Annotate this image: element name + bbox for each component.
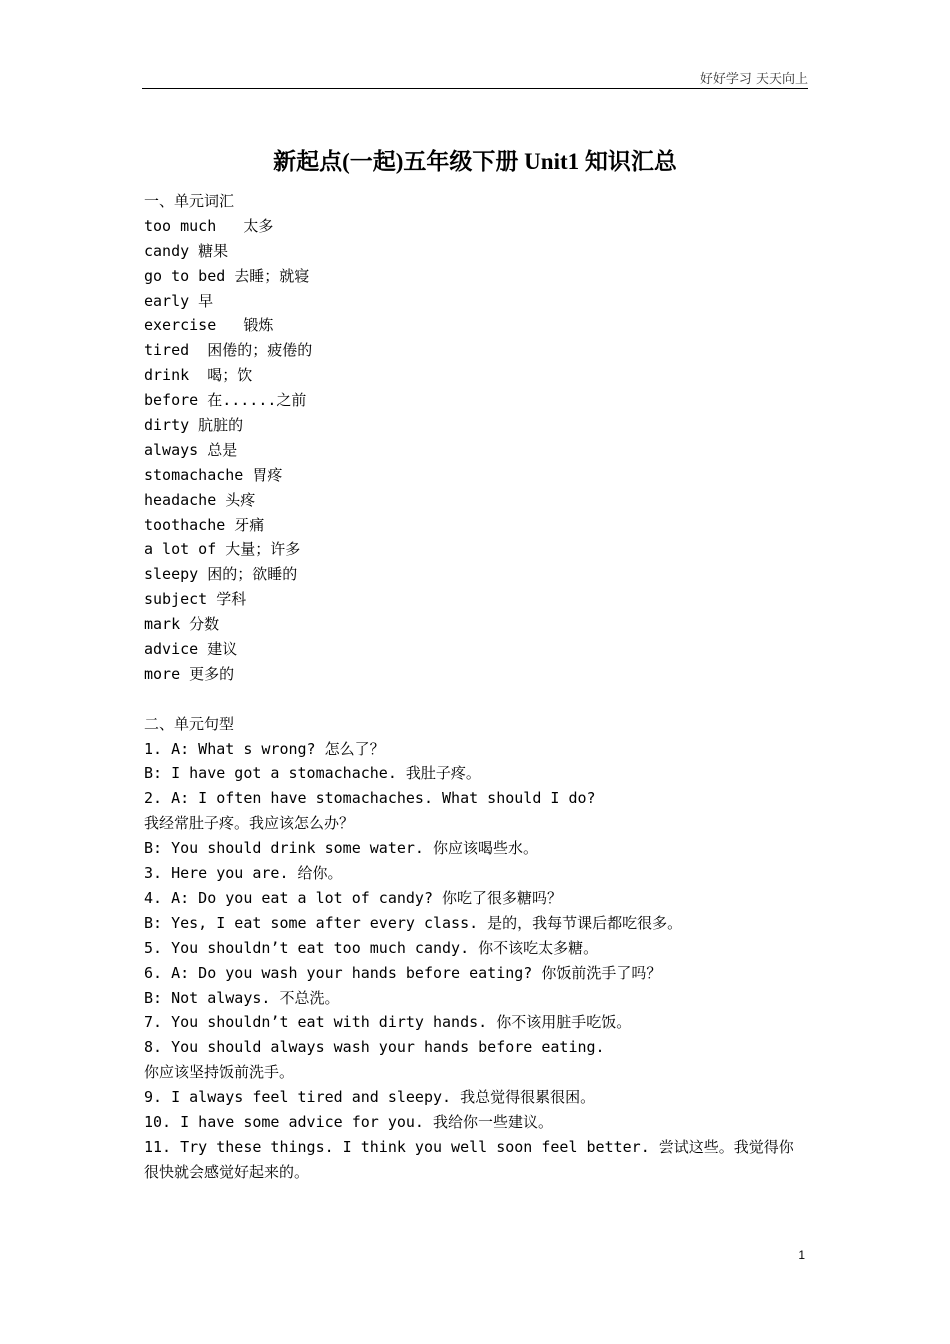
vocab-item: advice 建议	[144, 640, 238, 659]
sentence-item: 9. I always feel tired and sleepy. 我总觉得很累很困。	[144, 1088, 596, 1107]
sentence-item: B: You should drink some water. 你应该喝些水。	[144, 839, 538, 858]
sentence-item: 8. You should always wash your hands before eating.	[144, 1038, 605, 1057]
vocab-item: exercise 锻炼	[144, 316, 274, 335]
vocab-item: subject 学科	[144, 590, 247, 609]
sentence-item: B: Not always. 不总洗。	[144, 988, 340, 1007]
sentence-item-wrapped: 11. Try these things. I think you well soon feel better. 尝试这些。我觉得你很快就会感觉好起来的。	[144, 1137, 794, 1181]
document-title: 新起点(一起)五年级下册 Unit1 知识汇总	[273, 149, 677, 174]
sentence-item: 1. A: What s wrong? 怎么了？	[144, 739, 385, 758]
section-heading-sentences: 二、单元句型	[144, 714, 235, 733]
sentence-item: 6. A: Do you wash your hands before eating? 你饭前洗手了吗？	[144, 963, 662, 982]
vocab-item: headache 头疼	[144, 490, 256, 509]
sentence-item: 3. Here you are. 给你。	[144, 864, 343, 883]
vocab-item: always 总是	[144, 440, 238, 459]
vocab-item: a lot of 大量；许多	[144, 540, 301, 559]
vocab-item: sleepy 困的；欲睡的	[144, 565, 298, 584]
section-heading-vocabulary: 一、单元词汇	[144, 192, 235, 210]
document-body	[144, 189, 808, 1185]
vocab-item: tired 困倦的；疲倦的	[144, 341, 313, 360]
sentence-item: 10. I have some advice for you. 我给你一些建议。	[144, 1112, 553, 1131]
sentence-item: 4. A: Do you eat a lot of candy? 你吃了很多糖吗？	[144, 888, 563, 907]
sentence-item: 我经常肚子疼。我应该怎么办？	[144, 814, 355, 833]
vocab-item: too much 太多	[144, 216, 274, 235]
page-number: 1	[798, 1248, 805, 1262]
spacer	[144, 687, 808, 712]
vocab-item: early 早	[144, 291, 214, 310]
vocab-item: stomachache 胃疼	[144, 465, 283, 484]
vocab-item: before 在......之前	[144, 391, 307, 410]
sentence-item: 你应该坚持饭前洗手。	[144, 1063, 295, 1082]
vocab-item: candy 糖果	[144, 241, 229, 260]
vocab-item: drink 喝；饮	[144, 366, 253, 385]
vocab-item: more 更多的	[144, 664, 235, 683]
sentence-item: 2. A: I often have stomachaches. What should I do?	[144, 789, 596, 808]
vocab-item: dirty 肮脏的	[144, 416, 244, 435]
sentence-item: B: I have got a stomachache. 我肚子疼。	[144, 764, 481, 783]
vocab-item: mark 分数	[144, 615, 220, 634]
vocab-item: go to bed 去睡；就寝	[144, 266, 310, 285]
vocab-item: toothache 牙痛	[144, 515, 265, 534]
sentence-item: 5. You shouldn’t eat too much candy. 你不该吃太多糖。	[144, 938, 599, 957]
sentence-item: 7. You shouldn’t eat with dirty hands. 你不该用脏手吃饭。	[144, 1013, 632, 1032]
header-motto: 好好学习 天天向上	[699, 72, 808, 87]
header-divider	[142, 88, 808, 89]
sentence-item: B: Yes, I eat some after every class. 是的，我每节课后都吃很多。	[144, 913, 683, 932]
